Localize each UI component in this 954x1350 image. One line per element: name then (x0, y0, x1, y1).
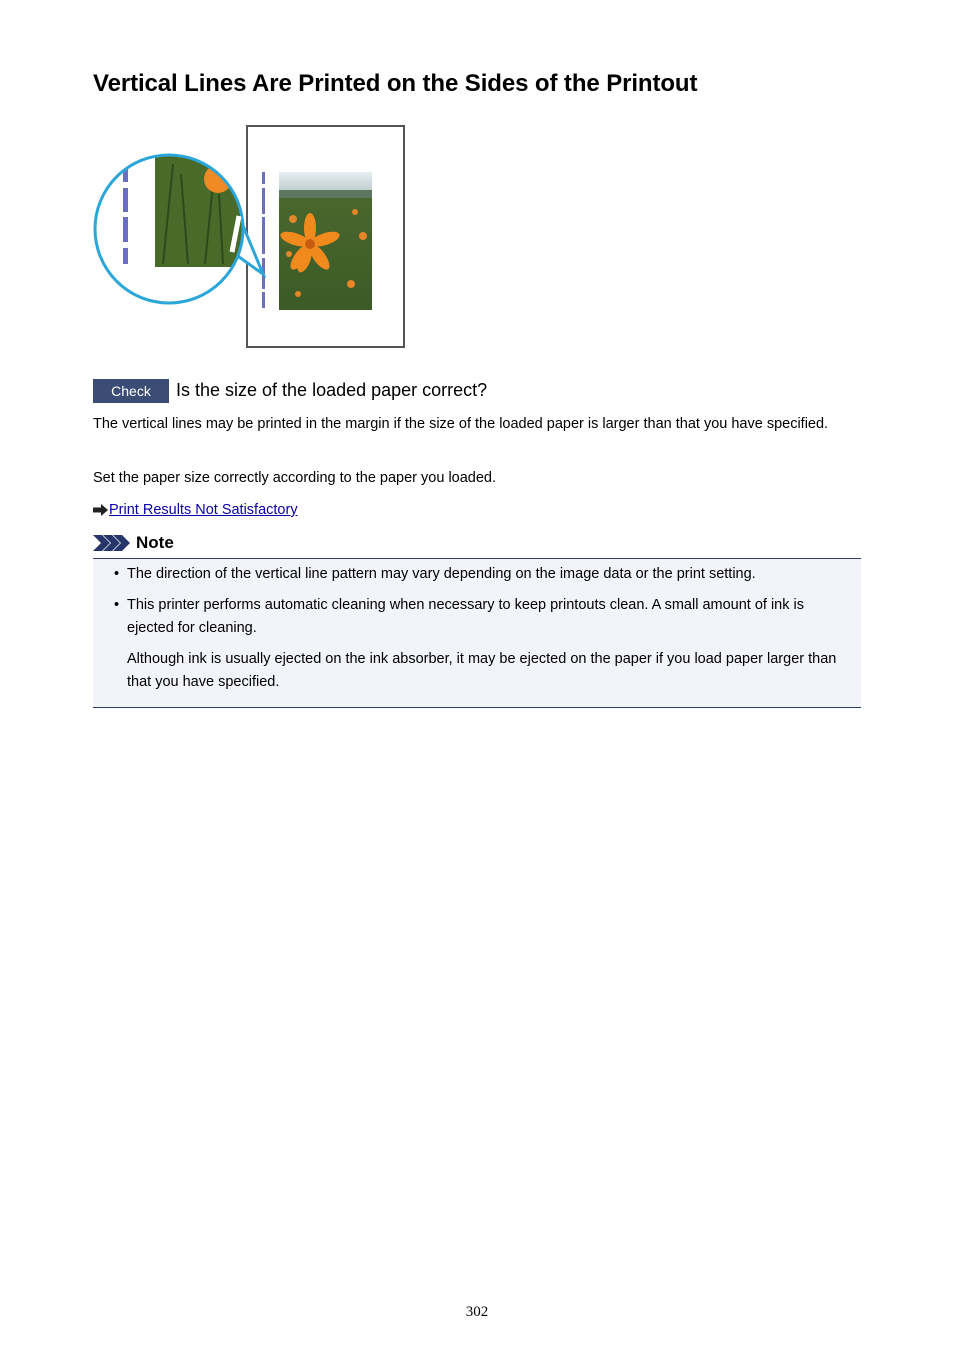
note-box (93, 558, 861, 708)
body-paragraph-2: Set the paper size correctly according to the paper you loaded. (93, 470, 497, 486)
note-heading (93, 532, 174, 554)
note-label: Note (136, 533, 174, 552)
arrow-right-icon (93, 504, 108, 516)
body-paragraph-1: The vertical lines may be printed in the margin if the size of the loaded paper is larger than that you have specified. (93, 416, 829, 432)
note-list-item-continuation (127, 648, 849, 694)
check-heading (93, 378, 487, 403)
check-badge: Check (93, 379, 169, 403)
note-list-item (114, 594, 849, 640)
note-item-text: Although ink is usually ejected on the ink absorber, it may be ejected on the paper if you load paper larger than that you have specified. (127, 651, 837, 690)
page-title: Vertical Lines Are Printed on the Sides of the Printout (93, 70, 698, 97)
check-question: Is the size of the loaded paper correct? (176, 380, 488, 400)
bullet: • (114, 597, 120, 613)
related-link[interactable] (93, 499, 298, 521)
note-list-item (114, 563, 849, 586)
note-item-text: This printer performs automatic cleaning when necessary to keep printouts clean. A small amount of ink is ejected for cleaning. (127, 597, 804, 636)
vertical-lines-illustration (93, 124, 407, 350)
print-results-link[interactable]: Print Results Not Satisfactory (109, 502, 298, 518)
note-chevrons-icon (93, 534, 131, 552)
bullet: • (114, 566, 120, 582)
page-number: 302 (465, 1304, 489, 1320)
note-item-text: The direction of the vertical line pattern may vary depending on the image data or the print setting. (127, 566, 756, 582)
